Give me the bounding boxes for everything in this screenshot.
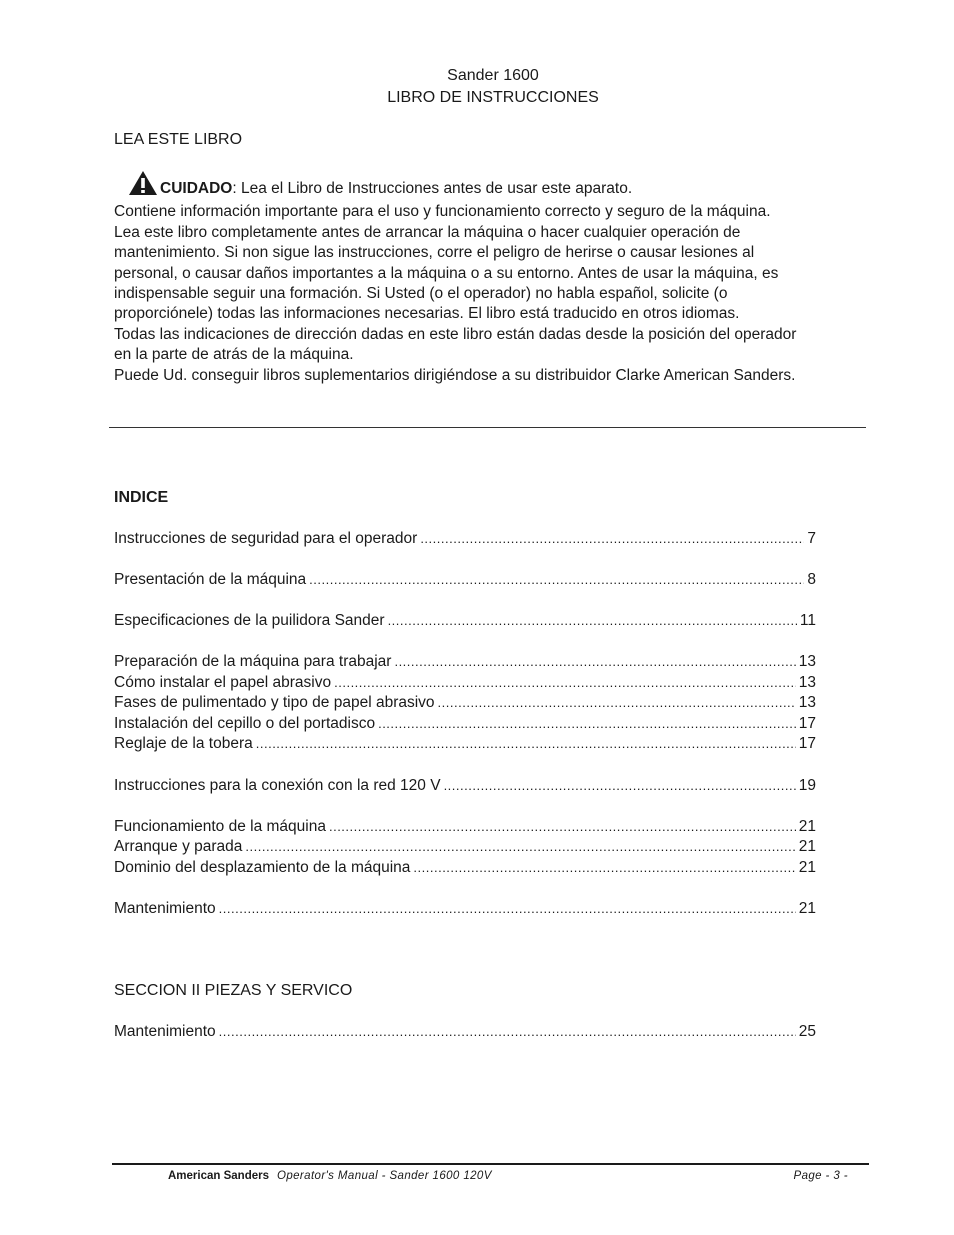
leader-dots bbox=[378, 714, 796, 734]
toc-page: 21 bbox=[798, 900, 816, 917]
intro-line: personal, o causar daños importantes a la máquina o a su entorno. Antes de usar la máquina, es bbox=[114, 264, 779, 282]
index-heading: INDICE bbox=[114, 489, 169, 506]
toc-page: 7 bbox=[807, 530, 816, 547]
footer-brand: American Sanders bbox=[168, 1170, 269, 1182]
warning-label: CUIDADO bbox=[160, 180, 233, 197]
toc-entry[interactable]: Especificaciones de la puilidora Sander ..... 11 bbox=[114, 611, 816, 631]
warning-icon bbox=[128, 170, 158, 202]
intro-line: indispensable seguir una formación. Si Usted (o el operador) no habla español, solicite (o bbox=[114, 285, 728, 303]
toc-page: 21 bbox=[798, 838, 816, 855]
leader-dots bbox=[420, 529, 804, 549]
leader-dots bbox=[329, 817, 796, 837]
warning-line bbox=[114, 170, 884, 202]
leader-dots bbox=[413, 858, 795, 878]
leader-dots bbox=[444, 776, 796, 796]
toc-page: 13 bbox=[798, 694, 816, 711]
footer-rule bbox=[112, 1163, 869, 1165]
toc-entry[interactable]: Funcionamiento de la máquina ..... 21 bbox=[114, 817, 816, 837]
footer-manual-title: Operator's Manual - Sander 1600 120V bbox=[277, 1170, 492, 1182]
toc-entry[interactable]: Arranque y parada ..... 21 bbox=[114, 837, 816, 857]
toc-entry[interactable]: Fases de pulimentado y tipo de papel abrasivo ..... 13 bbox=[114, 693, 816, 713]
read-heading: LEA ESTE LIBRO bbox=[114, 131, 243, 148]
footer-page-number: Page - 3 - bbox=[793, 1170, 848, 1182]
toc-entry[interactable]: Mantenimiento ..... 21 bbox=[114, 899, 816, 919]
document-subtitle: LIBRO DE INSTRUCCIONES bbox=[387, 89, 599, 106]
intro-line: Todas las indicaciones de dirección dadas en este libro están dadas desde la posición del operador bbox=[114, 325, 797, 343]
warning-text: : Lea el Libro de Instrucciones antes de usar este aparato. bbox=[232, 180, 633, 197]
toc-page: 17 bbox=[798, 715, 816, 732]
toc-entry[interactable]: Cómo instalar el papel abrasivo ..... 13 bbox=[114, 673, 816, 693]
intro-line: proporciónele) todas las informaciones necesarias. El libro está traducido en otros idiomas. bbox=[114, 305, 740, 323]
leader-dots bbox=[394, 652, 795, 672]
intro-line: en la parte de atrás de la máquina. bbox=[114, 346, 354, 364]
toc-entry[interactable]: Instrucciones de seguridad para el operador ..... 7 bbox=[114, 529, 816, 549]
leader-dots bbox=[438, 693, 796, 713]
toc-entry[interactable]: Presentación de la máquina ..... 8 bbox=[114, 570, 816, 590]
leader-dots bbox=[256, 734, 796, 754]
toc-page: 19 bbox=[798, 777, 816, 794]
page-footer bbox=[168, 1169, 848, 1183]
leader-dots bbox=[245, 837, 795, 857]
section2-heading: SECCION II PIEZAS Y SERVICO bbox=[114, 982, 353, 999]
toc-page: 11 bbox=[799, 612, 816, 629]
toc-entry[interactable]: Instrucciones para la conexión con la red 120 V ..... 19 bbox=[114, 776, 816, 796]
leader-dots bbox=[388, 611, 797, 631]
intro-text bbox=[114, 170, 884, 386]
toc-page: 21 bbox=[798, 859, 816, 876]
toc-entry[interactable]: Dominio del desplazamiento de la máquina ..... 21 bbox=[114, 858, 816, 878]
toc-page: 8 bbox=[807, 571, 816, 588]
toc-page: 13 bbox=[798, 674, 816, 691]
intro-line: Lea este libro completamente antes de arrancar la máquina o hacer cualquier operación de bbox=[114, 223, 741, 241]
intro-line: Puede Ud. conseguir libros suplementarios dirigiéndose a su distribuidor Clarke American Sanders. bbox=[114, 366, 796, 384]
toc-entry[interactable]: Reglaje de la tobera ..... 17 bbox=[114, 734, 816, 754]
intro-line: Contiene información importante para el uso y funcionamiento correcto y seguro de la máquina. bbox=[114, 203, 771, 221]
toc-entry[interactable]: Preparación de la máquina para trabajar ..... 13 bbox=[114, 652, 816, 672]
toc-page: 13 bbox=[798, 653, 816, 670]
leader-dots bbox=[219, 899, 796, 919]
leader-dots bbox=[309, 570, 804, 590]
toc-entry[interactable]: Instalación del cepillo o del portadisco ..... 17 bbox=[114, 714, 816, 734]
leader-dots bbox=[219, 1022, 796, 1042]
toc-page: 17 bbox=[798, 735, 816, 752]
toc-page: 25 bbox=[798, 1023, 816, 1040]
section-divider bbox=[109, 427, 866, 428]
document-title: Sander 1600 bbox=[447, 67, 539, 84]
intro-line: mantenimiento. Si non sigue las instrucciones, corre el peligro de herirse o causar lesiones al bbox=[114, 244, 755, 262]
toc-entry[interactable]: Mantenimiento ..... 25 bbox=[114, 1022, 816, 1042]
toc-page: 21 bbox=[798, 818, 816, 835]
leader-dots bbox=[334, 673, 796, 693]
